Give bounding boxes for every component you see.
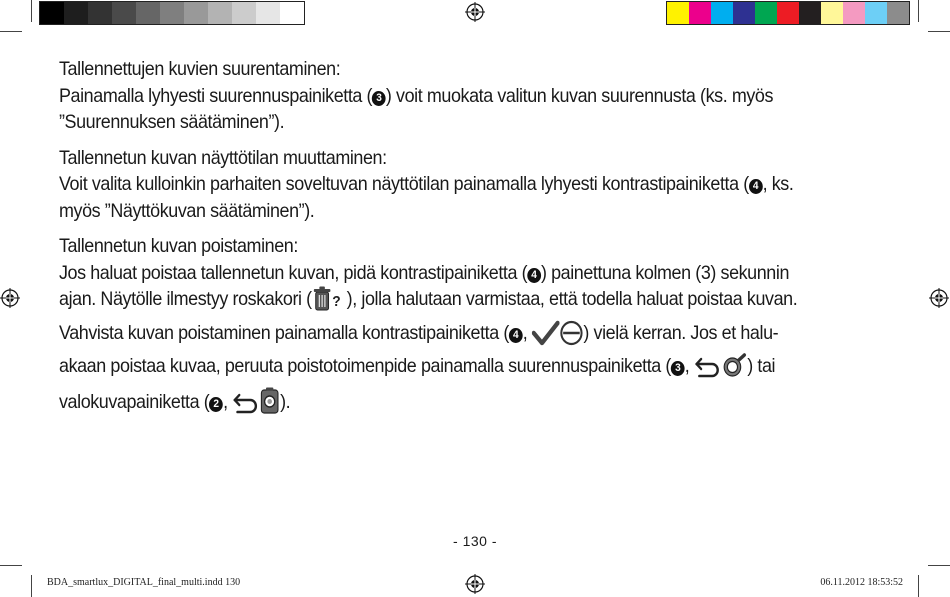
body-text: ) tai [747, 355, 776, 377]
crop-mark [0, 565, 22, 566]
gray-swatch [232, 2, 256, 24]
body-text: , [684, 355, 690, 377]
slug-filename: BDA_smartlux_DIGITAL_final_multi.indd 130 [47, 577, 241, 588]
grayscale-control-strip [39, 1, 305, 25]
button-number-badge: 4 [509, 328, 523, 343]
body-text: valokuvapainiketta ( [59, 390, 210, 413]
color-swatch [887, 2, 909, 24]
crop-mark [918, 0, 919, 22]
back-arrow-icon [694, 355, 722, 387]
button-number-badge: 3 [671, 361, 685, 376]
gray-swatch [136, 2, 160, 24]
crop-mark [31, 575, 32, 597]
back-arrow-icon [232, 391, 260, 423]
body-text: Voit valita kulloinkin parhaiten soveltuvan näyttötilan painamalla lyhyesti kontrastipainiketta ( [59, 173, 749, 195]
body-text: ) painettuna kolmen (3) sekunnin [540, 261, 790, 284]
button-number-badge: 2 [209, 397, 223, 412]
color-control-strip [666, 1, 910, 25]
body-text: ”Suurennuksen säätäminen”). [59, 111, 285, 133]
color-swatch [799, 2, 821, 24]
button-number-badge: 3 [372, 91, 386, 106]
color-swatch [689, 2, 711, 24]
gray-swatch [112, 2, 136, 24]
section-display-mode [59, 145, 813, 225]
color-swatch [843, 2, 865, 24]
button-number-badge: 4 [527, 268, 541, 283]
color-swatch [667, 2, 689, 24]
gray-swatch [88, 2, 112, 24]
body-text: , [223, 390, 228, 413]
button-number-badge: 4 [749, 179, 763, 194]
gray-swatch [184, 2, 208, 24]
section-heading: Tallennetun kuvan näyttötilan muuttaminen: [59, 146, 387, 169]
trash-question-icon [312, 286, 347, 320]
manual-page-content [59, 56, 813, 431]
color-swatch [733, 2, 755, 24]
crop-mark [928, 31, 950, 32]
section-heading: Tallennettujen kuvien suurentaminen: [59, 58, 341, 80]
page-number: - 130 - [453, 533, 497, 549]
body-text: Vahvista kuvan poistaminen painamalla kontrastipainiketta ( [59, 321, 509, 344]
gray-swatch [160, 2, 184, 24]
registration-mark-top [465, 2, 485, 22]
body-text: Painamalla lyhyesti suurennuspainiketta ( [59, 84, 373, 107]
registration-mark-right [929, 288, 949, 308]
body-text: ) voit muokata valitun kuvan suurennusta (ks. myös [385, 84, 774, 107]
slug-timestamp: 06.11.2012 18:53:52 [820, 577, 903, 588]
color-swatch [711, 2, 733, 24]
crop-mark [0, 31, 22, 32]
body-text: ). [280, 390, 291, 413]
checkmark-icon [532, 320, 560, 354]
registration-mark-left [0, 288, 20, 308]
body-text: ), jolla halutaan varmistaa, että todella haluat poistaa kuvan. [346, 288, 798, 310]
crop-mark [31, 0, 32, 22]
color-swatch [821, 2, 843, 24]
gray-swatch [256, 2, 280, 24]
color-swatch [755, 2, 777, 24]
magnifier-icon [722, 353, 748, 387]
body-text: ajan. Näytölle ilmestyy roskakori ( [59, 288, 312, 310]
registration-mark-bottom [465, 574, 485, 594]
svg-text:?: ? [331, 293, 340, 311]
body-text: , [522, 321, 528, 344]
camera-icon [260, 387, 280, 423]
body-text: akaan poistaa kuvaa, peruuta poistotoimenpide painamalla suurennuspainiketta ( [59, 355, 671, 377]
gray-swatch [280, 2, 304, 24]
section-delete-image [59, 233, 813, 422]
body-text: ) vielä kerran. Jos et halu- [583, 321, 779, 344]
gray-swatch [40, 2, 64, 24]
crop-mark [928, 565, 950, 566]
gray-swatch [64, 2, 88, 24]
section-heading: Tallennetun kuvan poistaminen: [59, 235, 298, 257]
section-zoom-saved-images [59, 56, 813, 136]
body-text: , ks. [762, 173, 794, 195]
minus-circle-icon [559, 320, 583, 354]
color-swatch [865, 2, 887, 24]
color-swatch [777, 2, 799, 24]
crop-mark [918, 575, 919, 597]
body-text: Jos haluat poistaa tallennetun kuvan, pidä kontrastipainiketta ( [59, 261, 528, 284]
body-text: myös ”Näyttökuvan säätäminen”). [59, 199, 315, 222]
gray-swatch [208, 2, 232, 24]
